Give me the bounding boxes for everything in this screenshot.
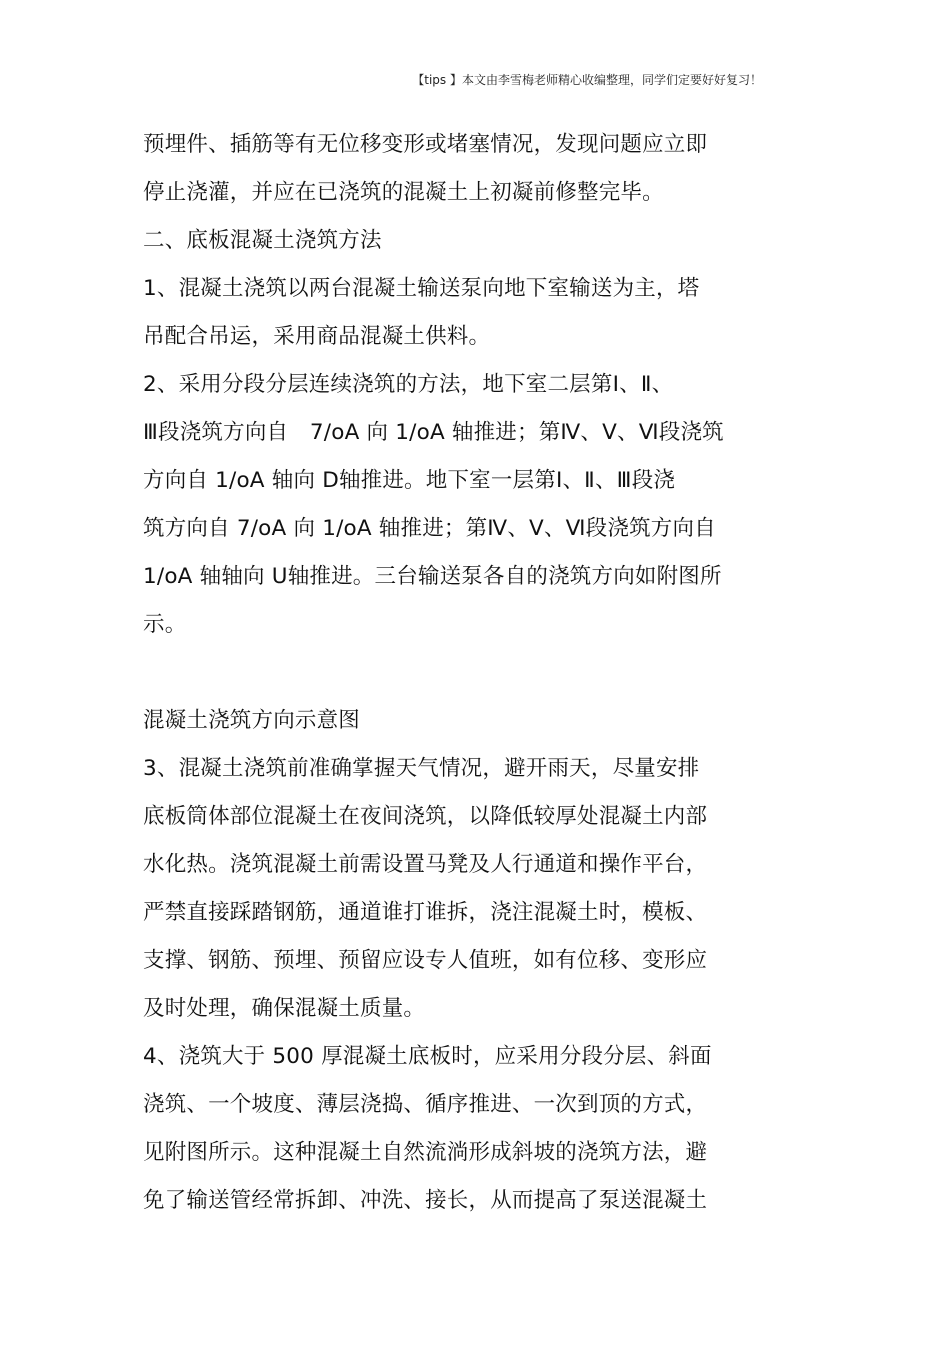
- paragraph-line: 停止浇灌，并应在已浇筑的混凝土上初凝前修整完毕。: [143, 180, 664, 205]
- paragraph-line: 免了输送管经常拆卸、冲洗、接长，从而提高了泵送混凝土: [143, 1188, 708, 1213]
- paragraph-line: 及时处理，确保混凝土质量。: [143, 996, 426, 1021]
- header-tip: 【tips 】本文由李雪梅老师精心收编整理，同学们定要好好复习！: [412, 73, 762, 87]
- paragraph-line: 严禁直接踩踏钢筋，通道谁打谁拆，浇注混凝土时，模板、: [143, 900, 708, 925]
- figure-caption: 混凝土浇筑方向示意图: [143, 708, 361, 733]
- paragraph-line: 4、浇筑大于 500 厚混凝土底板时，应采用分段分层、斜面: [143, 1044, 712, 1069]
- paragraph-line: 吊配合吊运，采用商品混凝土供料。: [143, 324, 491, 349]
- paragraph-line: 水化热。浇筑混凝土前需设置马凳及人行通道和操作平台，: [143, 852, 708, 877]
- paragraph-line: 1/oA 轴轴向 U轴推进。三台输送泵各自的浇筑方向如附图所: [143, 564, 722, 589]
- paragraph-line: 2、采用分段分层连续浇筑的方法，地下室二层第Ⅰ、Ⅱ、: [143, 372, 674, 397]
- paragraph-line: 浇筑、一个坡度、薄层浇捣、循序推进、一次到顶的方式，: [143, 1092, 708, 1117]
- paragraph-line: 1、混凝土浇筑以两台混凝土输送泵向地下室输送为主，塔: [143, 276, 700, 301]
- paragraph-line: 方向自 1/oA 轴向 D轴推进。地下室一层第Ⅰ、Ⅱ、Ⅲ段浇: [143, 468, 676, 493]
- paragraph-line: 示。: [143, 612, 187, 637]
- paragraph-line: 支撑、钢筋、预埋、预留应设专人值班，如有位移、变形应: [143, 948, 708, 973]
- paragraph-line: 筑方向自 7/oA 向 1/oA 轴推进；第Ⅳ、Ⅴ、Ⅵ段浇筑方向自: [143, 516, 716, 541]
- paragraph-line: Ⅲ段浇筑方向自 7/oA 向 1/oA 轴推进；第Ⅳ、Ⅴ、Ⅵ段浇筑: [143, 420, 724, 445]
- paragraph-line: 见附图所示。这种混凝土自然流淌形成斜坡的浇筑方法，避: [143, 1140, 708, 1165]
- paragraph-line: 预埋件、插筋等有无位移变形或堵塞情况，发现问题应立即: [143, 132, 708, 157]
- paragraph-line: 底板筒体部位混凝土在夜间浇筑，以降低较厚处混凝土内部: [143, 804, 708, 829]
- paragraph-line: 3、混凝土浇筑前准确掌握天气情况，避开雨天，尽量安排: [143, 756, 700, 781]
- section-heading: 二、底板混凝土浇筑方法: [143, 228, 382, 253]
